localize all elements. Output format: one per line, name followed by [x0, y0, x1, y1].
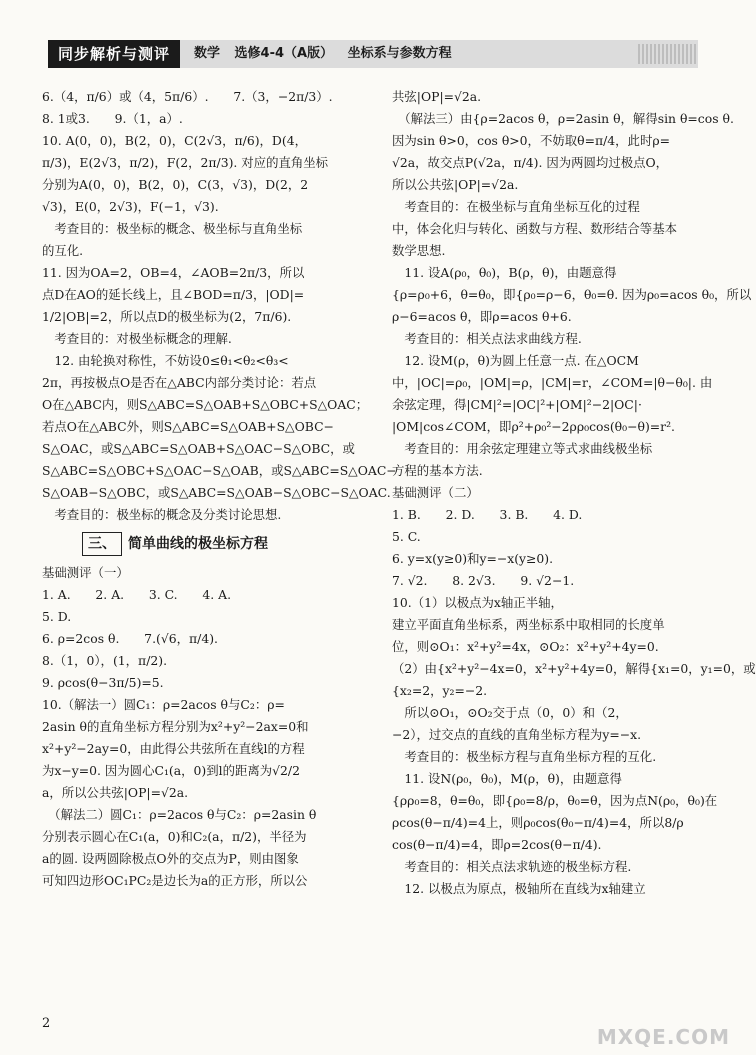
- text-line: 基础测评（一）: [42, 565, 129, 580]
- text-line: 7. √2. 8. 2√3. 9. √2−1.: [392, 573, 575, 588]
- text-line: 12. 由轮换对称性，不妨设0≤θ₁<θ₂<θ₃<: [42, 353, 289, 368]
- text-line: 中，|OC|=ρ₀，|OM|=ρ，|CM|=r，∠COM=|θ−θ₀|. 由: [392, 375, 713, 390]
- text-line: 1. A. 2. A. 3. C. 4. A.: [42, 587, 232, 602]
- text-line: 考查目的：极坐标的概念、极坐标与直角坐标: [42, 221, 303, 236]
- left-answers-part2: [42, 562, 352, 892]
- text-line: 考查目的：极坐标方程与直角坐标方程的互化.: [392, 749, 657, 764]
- text-line: 11. 设A(ρ₀，θ₀)，B(ρ，θ)，由题意得: [392, 265, 617, 280]
- text-line: √3)，E(0，2√3)，F(−1，√3).: [42, 199, 219, 214]
- text-line: 10. A(0，0)，B(2，0)，C(2√3，π/6)，D(4，: [42, 133, 307, 148]
- series-brand: 同步解析与测评: [48, 40, 180, 68]
- text-line: 数学思想.: [392, 243, 446, 258]
- text-line: 因为sin θ>0，cos θ>0，不妨取θ=π/4，此时ρ=: [392, 133, 671, 148]
- left-column: [42, 86, 397, 892]
- text-line: 6. ρ=2cos θ. 7.(√6，π/4).: [42, 631, 218, 646]
- text-line: 若点O在△ABC外，则S△ABC=S△OAB+S△OBC−: [42, 419, 334, 434]
- text-line: 1/2|OB|=2，所以点D的极坐标为(2，7π/6).: [42, 309, 292, 324]
- text-line: 10.（解法一）圆C₁：ρ=2acos θ与C₂：ρ=: [42, 697, 285, 712]
- text-line: （解法二）圆C₁：ρ=2acos θ与C₂：ρ=2asin θ: [42, 807, 317, 822]
- text-line: 1. B. 2. D. 3. B. 4. D.: [392, 507, 583, 522]
- text-line: S△OAC，或S△ABC=S△OAB+S△OAC−S△OBC，或: [42, 441, 355, 456]
- text-line: a，所以公共弦|OP|=√2a.: [42, 785, 189, 800]
- text-line: {ρρ₀=8，θ=θ₀，即{ρ₀=8/ρ，θ₀=θ，因为点N(ρ₀，θ₀)在: [392, 793, 718, 808]
- text-line: 12. 以极点为原点，极轴所在直线为x轴建立: [392, 881, 646, 896]
- text-line: 考查目的：极坐标的概念及分类讨论思想.: [42, 507, 282, 522]
- text-line: 点D在AO的延长线上，且∠BOD=π/3，|OD|=: [42, 287, 305, 302]
- text-line: ρcos(θ−π/4)=4上，则ρ₀cos(θ₀−π/4)=4，所以8/ρ: [392, 815, 684, 830]
- text-line: 建立平面直角坐标系，两坐标系中取相同的长度单: [392, 617, 665, 632]
- text-line: 基础测评（二）: [392, 485, 479, 500]
- text-line: 方程的基本方法.: [392, 463, 483, 478]
- text-line: 考查目的：相关点法求轨迹的极坐标方程.: [392, 859, 632, 874]
- text-line: 余弦定理，得|CM|²=|OC|²+|OM|²−2|OC|·: [392, 397, 642, 412]
- text-line: 所以⊙O₁，⊙O₂交于点（0，0）和（2，: [392, 705, 628, 720]
- text-line: 的互化.: [42, 243, 84, 258]
- right-answers: [392, 86, 756, 900]
- text-line: 12. 设M(ρ，θ)为圆上任意一点. 在△OCM: [392, 353, 639, 368]
- text-line: 9. ρcos(θ−3π/5)=5.: [42, 675, 164, 690]
- text-line: a的圆. 设两圆除极点O外的交点为P，则由图象: [42, 851, 299, 866]
- header-subject: 数学: [194, 46, 221, 61]
- text-line: （2）由{x²+y²−4x=0，x²+y²+4y=0，解得{x₁=0，y₁=0，或: [392, 661, 756, 676]
- text-line: 考查目的：用余弦定理建立等式求曲线极坐标: [392, 441, 653, 456]
- text-line: 11. 设N(ρ₀，θ₀)，M(ρ，θ)，由题意得: [392, 771, 622, 786]
- text-line: 5. D.: [42, 609, 72, 624]
- text-line: O在△ABC内，则S△ABC=S△OAB+S△OBC+S△OAC；: [42, 397, 369, 412]
- text-line: {ρ=ρ₀+6，θ=θ₀，即{ρ₀=ρ−6，θ₀=θ. 因为ρ₀=acos θ₀，所以: [392, 287, 752, 302]
- text-line: x²+y²−2ay=0，由此得公共弦所在直线l的方程: [42, 741, 305, 756]
- header-info: [194, 40, 462, 68]
- text-line: ρ−6=acos θ，即ρ=acos θ+6.: [392, 309, 572, 324]
- text-line: 分别为A(0，0)，B(2，0)，C(3，√3)，D(2，2: [42, 177, 309, 192]
- text-line: cos(θ−π/4)=4，即ρ=2cos(θ−π/4).: [392, 837, 602, 852]
- page-header: [48, 40, 698, 68]
- text-line: 11. 因为OA=2，OB=4，∠AOB=2π/3，所以: [42, 265, 305, 280]
- text-line: 10.（1）以极点为x轴正半轴，: [392, 595, 563, 610]
- text-line: 考查目的：在极坐标与直角坐标互化的过程: [392, 199, 640, 214]
- header-course: 选修4-4（A版）: [234, 46, 334, 61]
- text-line: 考查目的：对极坐标概念的理解.: [42, 331, 232, 346]
- text-line: 6. y=x(y≥0)和y=−x(y≥0).: [392, 551, 554, 566]
- text-line: −2），过交点的直线的直角坐标方程为y=−x.: [392, 727, 642, 742]
- text-line: 2asin θ的直角坐标方程分别为x²+y²−2ax=0和: [42, 719, 309, 734]
- text-line: （解法三）由{ρ=2acos θ，ρ=2asin θ，解得sin θ=cos θ.: [392, 111, 734, 126]
- text-line: 可知四边形OC₁PC₂是边长为a的正方形，所以公: [42, 873, 308, 888]
- left-answers-part1: [42, 86, 397, 526]
- text-line: 考查目的：相关点法求曲线方程.: [392, 331, 582, 346]
- text-line: 8. 1或3. 9.（1，a）.: [42, 111, 183, 126]
- section-title: 简单曲线的极坐标方程: [128, 536, 268, 552]
- text-line: 共弦|OP|=√2a.: [392, 89, 482, 104]
- page-number: 2: [42, 1016, 51, 1031]
- text-line: |OM|cos∠COM，即ρ²+ρ₀²−2ρρ₀cos(θ₀−θ)=r².: [392, 419, 676, 434]
- text-line: 5. C.: [392, 529, 421, 544]
- text-line: 中，体会化归与转化、函数与方程、数形结合等基本: [392, 221, 677, 236]
- text-line: 分别表示圆心在C₁(a，0)和C₂(a，π/2)，半径为: [42, 829, 307, 844]
- section-heading: [82, 532, 352, 556]
- text-line: {x₂=2，y₂=−2.: [392, 683, 488, 698]
- text-line: 6.（4，π/6）或（4，5π/6）. 7.（3，−2π/3）.: [42, 89, 333, 104]
- text-line: π/3)，E(2√3，π/2)，F(2，2π/3). 对应的直角坐标: [42, 155, 329, 170]
- text-line: S△ABC=S△OBC+S△OAC−S△OAB，或S△ABC=S△OAC−: [42, 463, 397, 478]
- header-topic: 坐标系与参数方程: [347, 46, 452, 61]
- text-line: 8.（1，0），(1，π/2).: [42, 653, 168, 668]
- watermark-logo: MXQE.COM: [596, 1025, 730, 1049]
- text-line: 为x−y=0. 因为圆心C₁(a，0)到l的距离为√2/2: [42, 763, 300, 778]
- text-line: 位，则⊙O₁：x²+y²=4x，⊙O₂：x²+y²+4y=0.: [392, 639, 659, 654]
- header-stripe-decoration: [638, 44, 698, 64]
- text-line: S△OAB−S△OBC，或S△ABC=S△OAB−S△OBC−S△OAC.: [42, 485, 391, 500]
- text-line: 2π，再按极点O是否在△ABC内部分类讨论：若点: [42, 375, 317, 390]
- text-line: 所以公共弦|OP|=√2a.: [392, 177, 519, 192]
- right-column: [392, 86, 756, 900]
- text-line: √2a，故交点P(√2a，π/4). 因为两圆均过极点O，: [392, 155, 669, 170]
- section-number: 三、: [82, 532, 122, 556]
